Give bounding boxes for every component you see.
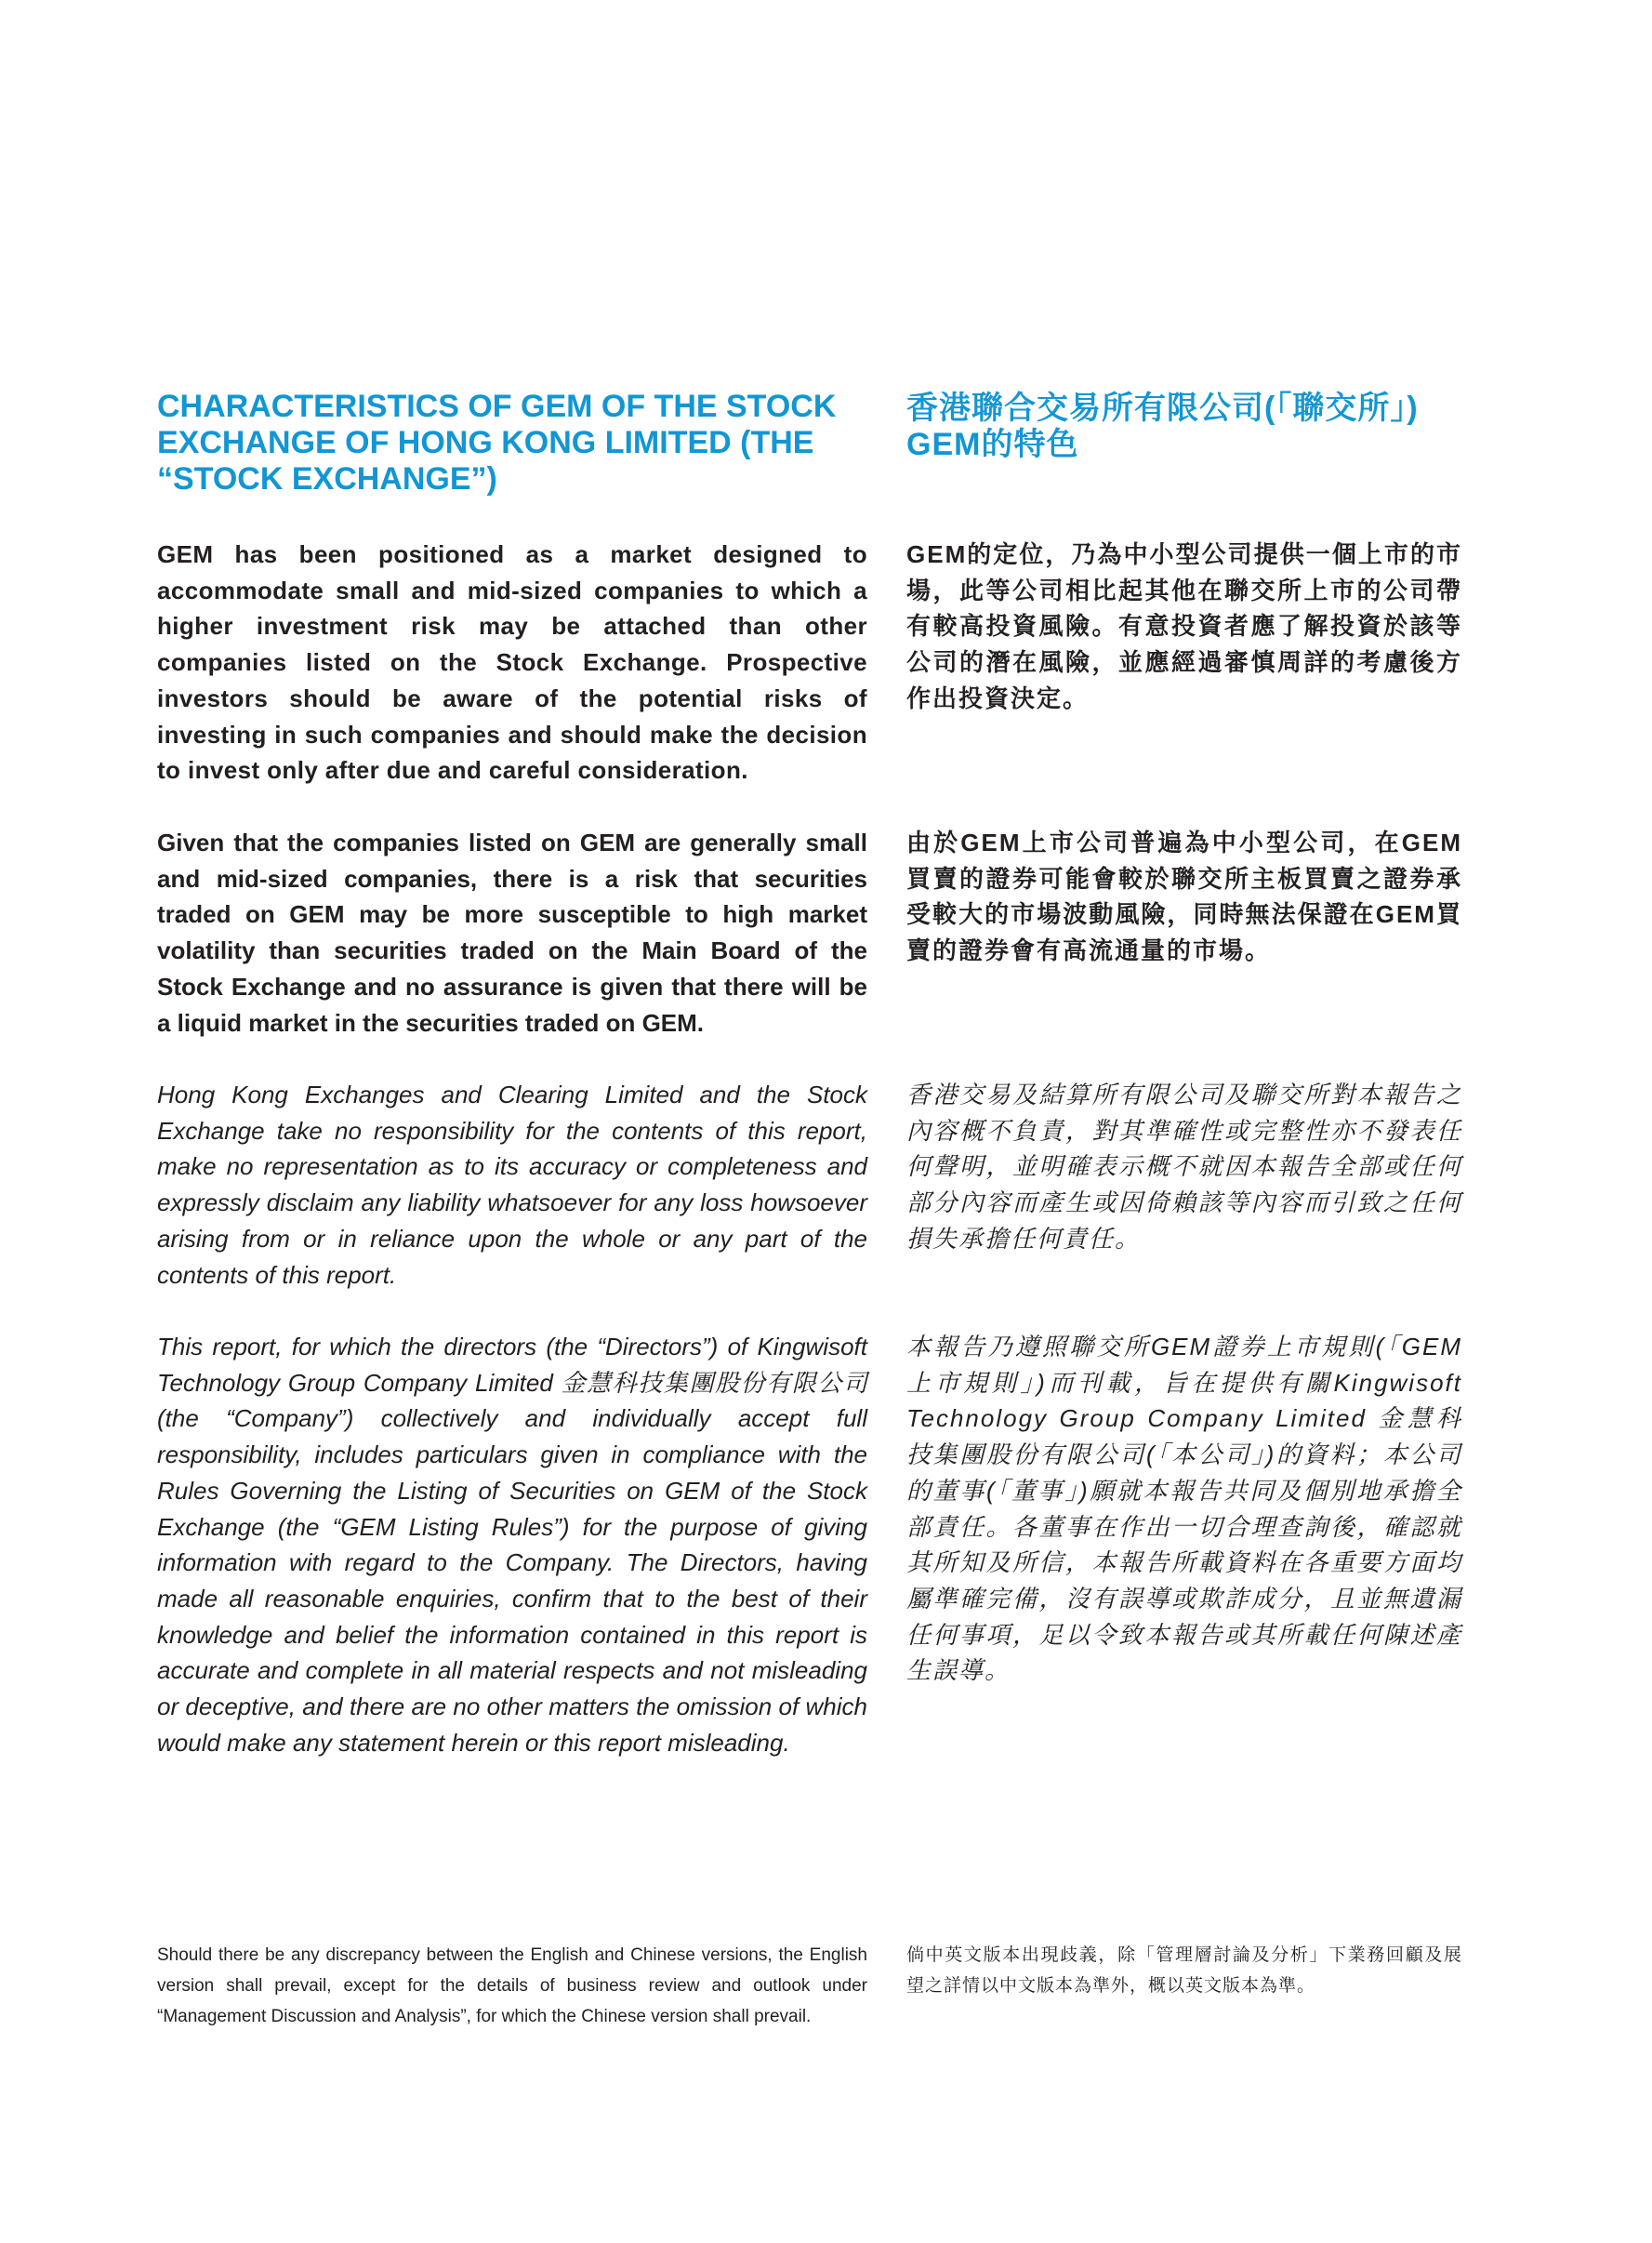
heading-chinese: 香港聯合交易所有限公司(「聯交所」) GEM的特色 — [906, 391, 1419, 462]
paragraph-responsibility-english: This report, for which the directors (the “Directors”) of Kingwisoft Technology Group Company Limited 金慧科技集團股份有限公司 (the “Company”) collectively and individually accept full responsibility, includes particulars given in compliance with the Rules Governing the Listing of Securities on GEM of the Stock Exchange (the “GEM Listing Rules”) for the purpose of giving information with regard to the Company. The Directors, having made all reasonable enquiries, confirm that to the best of their knowledge and belief the information contained in this report is accurate and complete in all material respects and not misleading or deceptive, and there are no other matters the omission of which would make any statement herein or this report misleading. — [157, 1333, 867, 1757]
paragraph-gem-positioning-english: GEM has been positioned as a market designed to accommodate small and mid-sized companies to which a higher investment risk may be attached than other companies listed on the Stock Exchange. Prospective investors should be aware of the potential risks of investing in such companies and should make the decision to invest only after due and careful consideration. — [157, 540, 867, 785]
paragraph-gem-volatility-chinese: 由於GEM上市公司普遍為中小型公司，在GEM買賣的證券可能會較於聯交所主板買賣之證券承受較大的市場波動風險，同時無法保證在GEM買賣的證券會有高流通量的市場。 — [906, 829, 1462, 965]
paragraph-gem-positioning-chinese: GEM的定位，乃為中小型公司提供一個上市的市場，此等公司相比起其他在聯交所上市的公司帶有較高投資風險。有意投資者應了解投資於該等公司的潛在風險，並應經過審慎周詳的考慮後方作出投資決定。 — [906, 540, 1462, 712]
heading-english: CHARACTERISTICS OF GEM OF THE STOCK EXCHANGE OF HONG KONG LIMITED (THE “STOCK EXCHANGE”) — [157, 389, 837, 497]
paragraph-disclaimer-chinese: 香港交易及結算所有限公司及聯交所對本報告之內容概不負責，對其準確性或完整性亦不發表任何聲明，並明確表示概不就因本報告全部或任何部分內容而產生或因倚賴該等內容而引致之任何損失承擔任何責任。 — [906, 1081, 1462, 1253]
footnote-english: Should there be any discrepancy between the English and Chinese versions, the English version shall prevail, except for the details of business review and outlook under “Management Discussion and Analysis”, for which the Chinese version shall prevail. — [157, 1945, 867, 2026]
paragraph-disclaimer-english: Hong Kong Exchanges and Clearing Limited and the Stock Exchange take no responsibility for the contents of this report, make no representation as to its accuracy or completeness and expressly disclaim any liability whatsoever for any loss howsoever arising from or in reliance upon the whole or any part of the contents of this report. — [157, 1081, 867, 1289]
paragraph-gem-volatility-english: Given that the companies listed on GEM are generally small and mid-sized companies, there is a risk that securities traded on GEM may be more susceptible to high market volatility than securities traded on the Main Board of the Stock Exchange and no assurance is given that there will be a liquid market in the securities traded on GEM. — [157, 829, 867, 1037]
paragraph-responsibility-chinese: 本報告乃遵照聯交所GEM證券上市規則(「GEM上市規則」)而刊載，旨在提供有關Kingwisoft Technology Group Company Limited 金慧科技集團股份有限公司(「本公司」)的資料；本公司的董事(「董事」)願就本報告共同及個別地承擔全部責任。各董事在作出一切合理查詢後，確認就其所知及所信，本報告所載資料在各重要方面均屬準確完備，沒有誤導或欺詐成分，且並無遺漏任何事項，足以令致本報告或其所載任何陳述產生誤導。 — [906, 1333, 1462, 1685]
footnote-chinese: 倘中英文版本出現歧義，除「管理層討論及分析」下業務回顧及展望之詳情以中文版本為準外，概以英文版本為準。 — [906, 1945, 1462, 1996]
